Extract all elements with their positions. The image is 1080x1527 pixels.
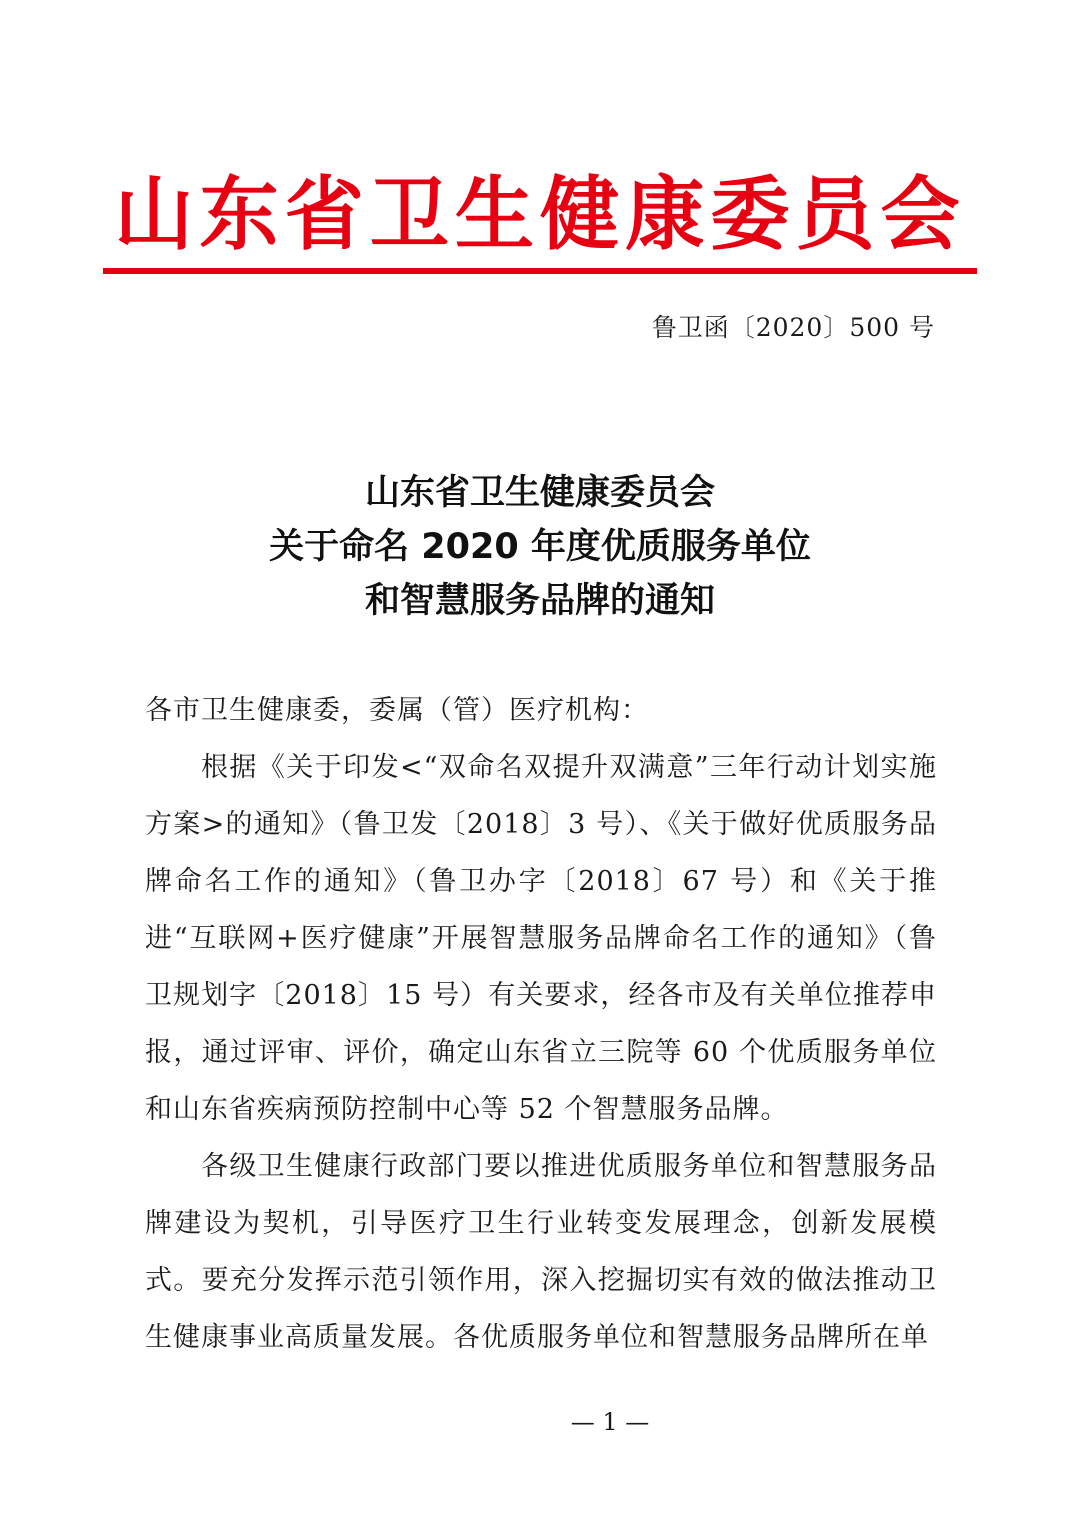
document-number: 鲁卫函〔2020〕500 号 [651,313,935,342]
document-body [145,682,937,1366]
page-number: — 1 — [570,1408,650,1436]
title-line-1: 山东省卫生健康委员会 [364,473,715,513]
red-divider-line [103,268,977,274]
title-line-3: 和智慧服务品牌的通知 [364,581,715,621]
document-title [103,466,977,628]
issuing-authority-header: 山东省卫生健康委员会 [114,168,966,261]
salutation: 各市卫生健康委，委属（管）医疗机构： [145,695,649,726]
body-paragraph-1: 根据《关于印发<“双命名双提升双满意”三年行动计划实施方案>的通知》（鲁卫发〔2018〕3 号）、《关于做好优质服务品牌命名工作的通知》（鲁卫办字〔2018〕67 号）和《关于推进“互联网+医疗健康”开展智慧服务品牌命名工作的通知》（鲁卫规划字〔2018〕15 号）有关要求，经各市及有关单位推荐申报，通过评审、评价，确定山东省立三院等 60 个优质服务单位和山东省疾病预防控制中心等 52 个智慧服务品牌。 [145,752,937,1125]
body-paragraph-2: 各级卫生健康行政部门要以推进优质服务单位和智慧服务品牌建设为契机，引导医疗卫生行业转变发展理念，创新发展模式。要充分发挥示范引领作用，深入挖掘切实有效的做法推动卫生健康事业高质量发展。各优质服务单位和智慧服务品牌所在单 [145,1151,937,1353]
title-line-2: 关于命名 2020 年度优质服务单位 [269,527,811,567]
